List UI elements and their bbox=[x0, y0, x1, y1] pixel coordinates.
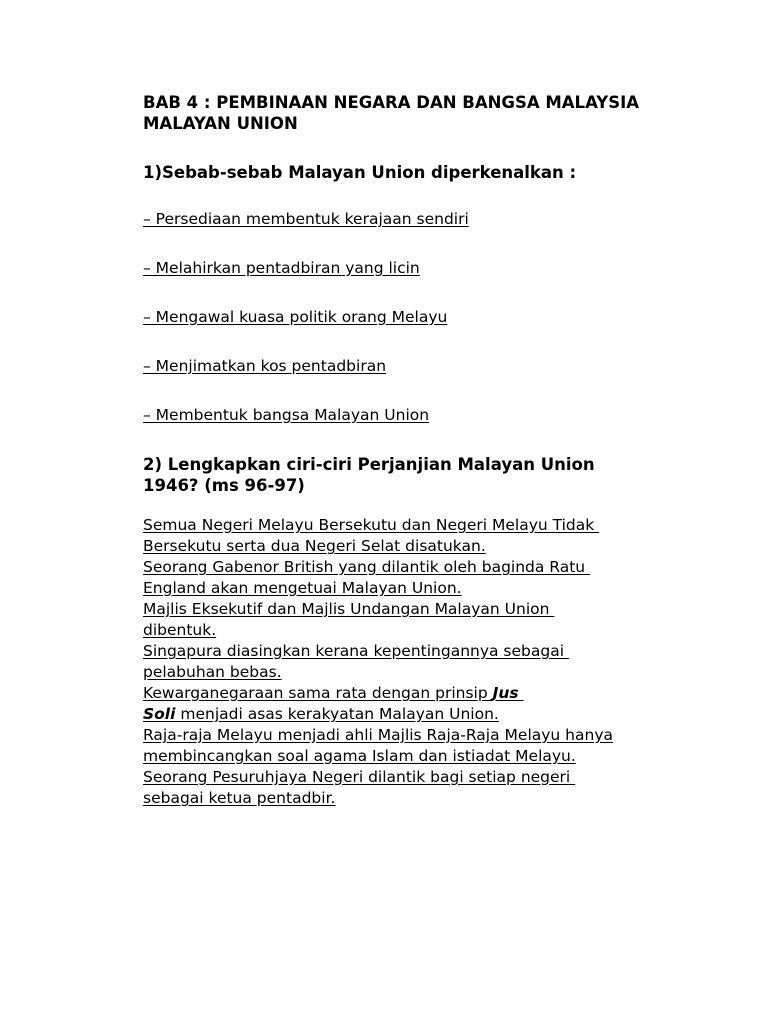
document-title bbox=[143, 92, 703, 134]
feature-line: dibentuk. bbox=[143, 621, 217, 639]
feature-line: Semua Negeri Melayu Bersekutu dan Negeri Melayu Tidak bbox=[143, 516, 600, 534]
feature-line bbox=[143, 704, 703, 725]
jus-soli-term: Soli bbox=[143, 705, 176, 723]
feature-line: England akan mengetuai Malayan Union. bbox=[143, 579, 462, 597]
feature-line: pelabuhan bebas. bbox=[143, 663, 282, 681]
reason-item: – Membentuk bangsa Malayan Union bbox=[143, 406, 430, 424]
feature-line: Seorang Pesuruhjaya Negeri dilantik bagi setiap negeri bbox=[143, 768, 576, 786]
jus-soli-term: Jus bbox=[492, 684, 519, 702]
reason-item: – Melahirkan pentadbiran yang licin bbox=[143, 259, 420, 277]
feature-line: sebagai ketua pentadbir. bbox=[143, 789, 336, 807]
question-1-heading: 1)Sebab-sebab Malayan Union diperkenalkan : bbox=[143, 163, 577, 182]
question-2-heading-line-1: 2) Lengkapkan ciri-ciri Perjanjian Malayan Union bbox=[143, 455, 595, 474]
reasons-list bbox=[143, 209, 703, 425]
feature-line: Raja-raja Melayu menjadi ahli Majlis Raja-Raja Melayu hanya bbox=[143, 726, 613, 744]
title-line-2: MALAYAN UNION bbox=[143, 114, 298, 133]
reason-item: – Mengawal kuasa politik orang Melayu bbox=[143, 308, 448, 326]
feature-text: Kewarganegaraan sama rata dengan prinsip bbox=[143, 684, 493, 702]
feature-line: Majlis Eksekutif dan Majlis Undangan Malayan Union bbox=[143, 600, 555, 618]
feature-line: Bersekutu serta dua Negeri Selat disatukan. bbox=[143, 537, 486, 555]
title-line-1: BAB 4 : PEMBINAAN NEGARA DAN BANGSA MALAYSIA bbox=[143, 93, 639, 112]
question-2-heading bbox=[143, 454, 703, 496]
feature-text: menjadi asas kerakyatan Malayan Union. bbox=[175, 705, 499, 723]
feature-line: membincangkan soal agama Islam dan istiadat Melayu. bbox=[143, 747, 576, 765]
feature-line: Seorang Gabenor British yang dilantik oleh baginda Ratu bbox=[143, 558, 591, 576]
feature-line bbox=[143, 683, 703, 704]
document-page bbox=[143, 92, 703, 809]
feature-line: Singapura diasingkan kerana kepentingannya sebagai bbox=[143, 642, 569, 660]
reason-item: – Persediaan membentuk kerajaan sendiri bbox=[143, 210, 469, 228]
feature-text bbox=[519, 684, 524, 702]
features-paragraph bbox=[143, 515, 703, 809]
reason-item: – Menjimatkan kos pentadbiran bbox=[143, 357, 387, 375]
question-2-heading-line-2: 1946? (ms 96-97) bbox=[143, 476, 305, 495]
